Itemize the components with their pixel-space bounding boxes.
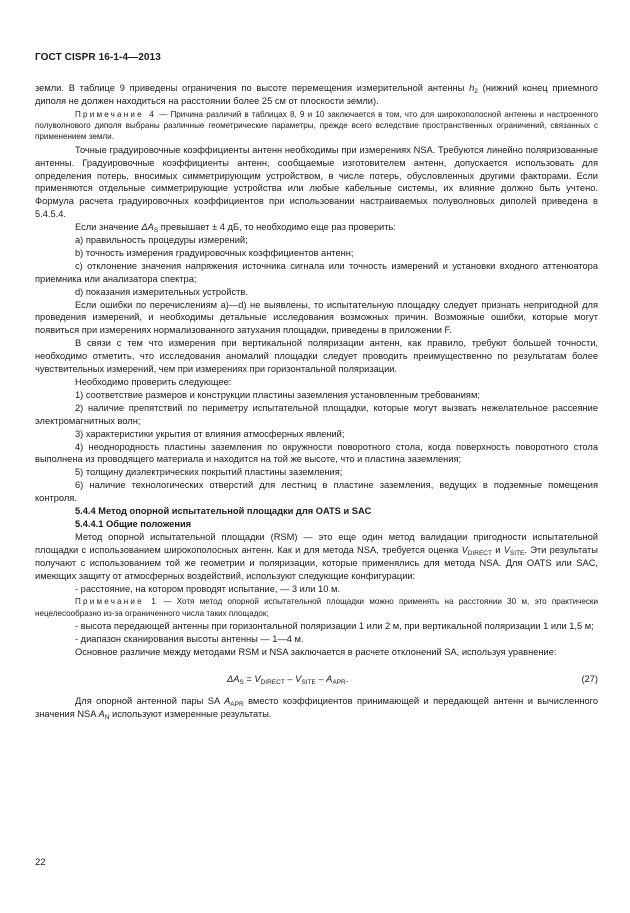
list-item: - диапазон сканирования высоты антенны — 1—4 м. <box>75 633 304 644</box>
paragraph: Если ошибки по перечислениям а)—d) не выявлены, то испытательную площадку следует признать непригодной для проведения измерений, и необходимы детальные исследования возможных причин. Возможные ошибки, которые могут появиться при измерениях нормализованного затухания площадки, приведены в приложении F. <box>35 299 598 336</box>
list-item: - расстояние, на котором проводят испытание, — 3 или 10 м. <box>75 583 340 594</box>
document-header: ГОСТ CISPR 16-1-4—2013 <box>35 52 161 63</box>
subsection-heading: 5.4.4.1 Общие положения <box>75 518 192 529</box>
list-item: c) отклонение значения напряжения источника сигнала или точность измерений и установки входного аттенюатора приемника или анализатора спектра; <box>35 260 598 284</box>
note-4: Примечание 4 — Причина различий в таблицах 8, 9 и 10 заключается в том, что для широкополосной антенны и настроенного полуволнового диполя выбраны различные геометрические параметры, прежде всего вследствие пространственных ограничений, связанных с применением земли. <box>35 109 598 142</box>
list-item: 6) наличие технологических отверстий для лестниц в пластине заземления, ведущих в подземные помещения контроля. <box>35 480 598 504</box>
page-body <box>35 82 598 721</box>
list-item: 2) наличие препятствий по периметру испытательной площадки, которые могут вызвать нежелательное рассеяние электромагнитных волн; <box>35 402 598 426</box>
equation-27 <box>35 663 598 693</box>
list-item: 5) толщину диэлектрических покрытий пластины заземления; <box>75 467 343 478</box>
paragraph: Если значение $\Delta A_S$ превышает ± 4 дБ, то необходимо еще раз проверить: <box>75 222 396 235</box>
equation-expression: $\Delta A_S = V_{DIRECT} - V_{SITE} - A_{APR}$. <box>227 673 349 686</box>
paragraph: В связи с тем что измерения при вертикальной поляризации антенн, как правило, требуют большей точности, необходимо отметить, что исследования аномалий площадки следует проводить преимущественно по результатам более чувствительных измерений, чем при измерениях при горизонтальной поляризации. <box>35 338 598 375</box>
paragraph: Для опорной антенной пары SA $A_{APR}$ вместо коэффициентов принимающей и передающей антенн и вычисленного значения NSA $A_N$ используют измеренные результаты. <box>35 695 598 721</box>
list-item: 3) характеристики укрытия от влияния атмосферных явлений; <box>75 428 345 439</box>
list-item: 1) соответствие размеров и конструкции пластины заземления установленным требованиям; <box>75 389 480 400</box>
note-label: Примечание 4 <box>75 109 156 119</box>
list-item: а) правильность процедуры измерений; <box>75 235 248 246</box>
paragraph: Необходимо проверить следующее: <box>75 377 232 388</box>
paragraph: земли. В таблице 9 приведены ограничения по высоте перемещения измерительной антенны $h_2$ (нижний конец приемного диполя не должен находиться на расстоянии более 25 см от плоскости земли). <box>35 83 598 106</box>
paragraph: Метод опорной испытательной площадки (RSM) — это еще один метод валидации пригодности испытательной площадки с использованием широкополосных антенн. Как и для метода NSA, требуется оценка $V_{DIRECT}$ и $V_{SITE}$. Эти результаты получают с использованием той же геометрии и поляризации, которые применялись для метода NSA. Для OATS или SAC, имеющих защиту от атмосферных воздействий, используют следующие конфигурации: <box>35 531 598 581</box>
note-1: Примечание 1 — Хотя метод опорной испытательной площадки можно применять на расстоянии 30 м, это практически нецелесообразно из-за ограниченного числа таких площадок; <box>35 597 598 618</box>
list-item: 4) неоднородность пластины заземления по окружности поворотного стола, когда поверхность поворотного стола выполнена из проводящего материала и находится на той же высоте, что и пластина заземления; <box>35 441 598 465</box>
equation-number: (27) <box>581 673 598 684</box>
paragraph: Точные градуировочные коэффициенты антенн необходимы при измерениях NSA. Требуются линейно поляризованные антенны. Градуировочные коэффициенты антенн, сообщаемые изготовителем антенн, допускается использовать для определения потерь, вносимых симметрирующим устройством, в числе потерь, обусловленных другими факторами. Если применяются отдельные симметрирующие устройства или любые кабельные системы, их влияние должно быть учтено. Формула расчета градуировочных коэффициентов при использовании настраиваемых полуволновых диполей приведена в 5.4.5.4. <box>35 144 598 220</box>
list-item: - высота передающей антенны при горизонтальной поляризации 1 или 2 м, при вертикальной поляризации 1 или 1,5 м; <box>75 621 594 632</box>
section-heading: 5.4.4 Метод опорной испытательной площадки для OATS и SAC <box>75 506 372 517</box>
paragraph: Основное различие между методами RSM и NSA заключается в расчете отклонений SA, используя уравнение: <box>75 646 557 657</box>
page-number: 22 <box>35 857 46 868</box>
note-label: Примечание 1 <box>75 597 159 607</box>
list-item: d) показания измерительных устройств. <box>75 286 248 297</box>
list-item: b) точность измерения градуировочных коэффициентов антенн; <box>75 247 354 258</box>
